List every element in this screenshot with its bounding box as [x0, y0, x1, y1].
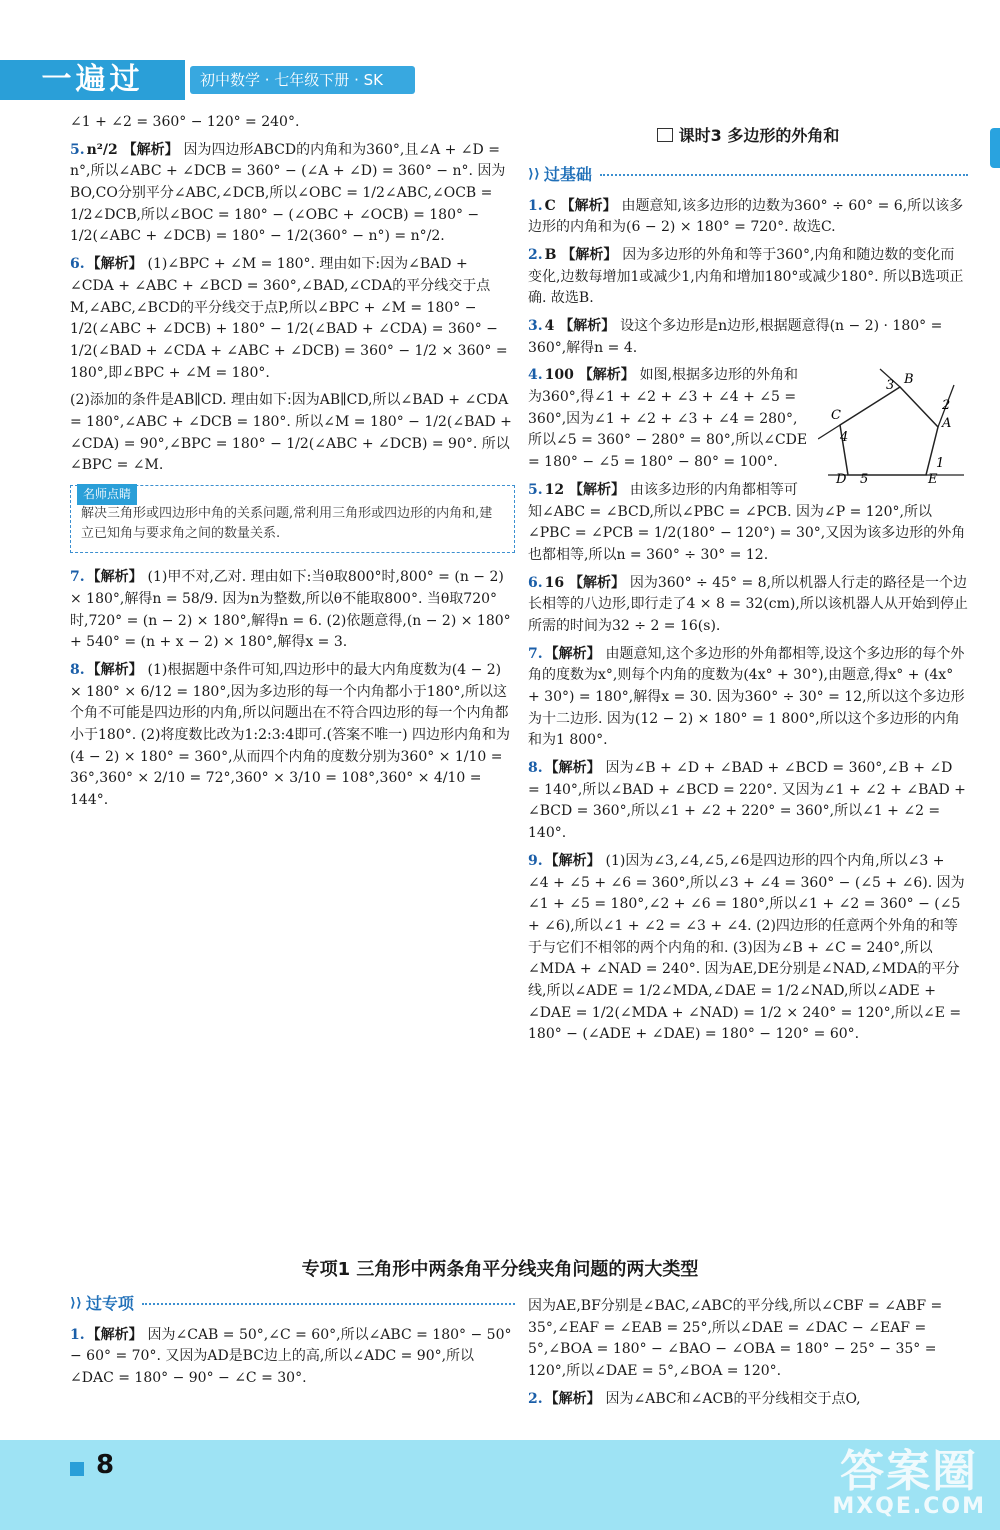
answer-tag: 16 【解析】 [544, 574, 630, 591]
section-header-topic [70, 1292, 515, 1317]
answer-number: 8. [70, 662, 85, 679]
answer-text: 因为多边形的外角和等于360°,内角和随边数的变化而变化,边数每增加1或减少1,内角和增加180°或减少180°. 所以B选项正确. 故选B. [528, 246, 964, 307]
answer-tag: 【解析】 [544, 760, 606, 777]
lesson-title-text: 课时3 多边形的外角和 [678, 126, 840, 145]
answer-text: 设这个多边形是n边形,根据题意得(n − 2) · 180° = 360°,解得n = 4. [528, 318, 943, 356]
page-number: 8 [96, 1450, 115, 1480]
answer-tag: 12 【解析】 [544, 481, 630, 498]
answer-text: 如图,根据多边形的外角和为360°,得∠1 + ∠2 + ∠3 + ∠4 + ∠5 = 360°,因为∠1 + ∠2 + ∠3 + ∠4 = 280°,所以∠5 = 360° − 280° = 80°,所以∠CDE = 180° − ∠5 = 180° − 80° = 100°. [528, 367, 808, 471]
answer-number: 7. [528, 645, 543, 662]
answer-item [528, 245, 968, 310]
answer-tag: 【解析】 [86, 1326, 148, 1343]
answer-text: (2)添加的条件是AB∥CD. 理由如下:因为AB∥CD,所以∠BAD + ∠CDA = 180°,∠ABC + ∠DCB = 180°. 所以∠M = 180° − 1/2(∠BAD + ∠CDA) = 90°,∠BPC = 180° − 1/2(∠ABC + ∠DCB) = 90°. 所以∠BPC = ∠M. [70, 392, 512, 474]
watermark [832, 1446, 986, 1519]
diagram-label: C [831, 408, 841, 424]
answer-item [528, 196, 968, 239]
answer-number: 3. [528, 318, 543, 335]
answer-number: 2. [528, 246, 543, 263]
answer-text: (1)∠BPC + ∠M = 180°. 理由如下:因为∠BAD + ∠CDA + ∠ABC + ∠BCD = 360°,∠BAD,∠CDA的平分线交于点M,∠ABC,∠BCD的平分线交于点P,所以∠BPC + ∠M = 180° − 1/2(∠ABC + ∠DCB) + 180° − 1/2(∠BAD + ∠CDA) = 360° − 1/2(∠BAD + ∠CDA + ∠ABC + ∠DCB) = 360° − 1/2 × 360° = 180°,即∠BPC + ∠M = 180°. [70, 256, 508, 381]
bottom-right-column [528, 1296, 968, 1416]
answer-tag: 【解析】 [86, 662, 148, 679]
answer-text: (1)根据题中条件可知,四边形中的最大内角度数为(4 − 2) × 180° × 6/12 = 180°,因为多边形的每一个内角都小于180°,所以这个角不可能是四边形的内角,所以问题出在不符合四边形的每一个内角都小于180°. (2)将度数比改为1:2:3:4即可.(答案不唯一) 四边形内角和为(4 − 2) × 180° = 360°,从而四个内角的度数分别为360° × 1/10 = 36°,360° × 2/10 = 72°,360° × 3/10 = 108°,360° × 4/10 = 144°. [70, 662, 511, 809]
answer-item [70, 390, 515, 477]
left-answer-list [70, 112, 515, 477]
side-tab-marker [990, 128, 1000, 168]
answer-number: 8. [528, 760, 543, 777]
answer-text: 因为∠CAB = 50°,∠C = 60°,所以∠ABC = 180° − 50° − 60° = 70°. 又因为AD是BC边上的高,所以∠ADC = 90°,所以∠DAC = 180° − 90° − ∠C = 30°. [70, 1326, 512, 1387]
left-answer-list-2 [70, 567, 515, 812]
answer-text: 由题意知,该多边形的边数为360° ÷ 60° = 6,所以该多边形的内角和为(6 − 2) × 180° = 720°. 故选C. [528, 197, 964, 236]
left-column [70, 112, 515, 818]
answer-number: 5. [528, 481, 543, 498]
answer-text: 由该多边形的内角都相等可知∠ABC = ∠BCD,所以∠PBC = ∠PCB. 因为∠P = 120°,所以∠PBC = ∠PCB = 1/2(180° − 120°) = 30°,又因为该多边形的外角也都相等,所以n = 360° ÷ 30° = 12. [528, 481, 966, 563]
answer-tag: 【解析】 [544, 852, 606, 869]
answer-text: (1)因为∠3,∠4,∠5,∠6是四边形的四个内角,所以∠3 + ∠4 + ∠5 + ∠6 = 360°,所以∠3 + ∠4 = 360° − (∠5 + ∠6). 因为∠1 + ∠5 = 180°,∠2 + ∠6 = 180°,所以∠1 + ∠2 = 360° − (∠5 + ∠6),所以∠1 + ∠2 = ∠3 + ∠4. (2)四边形的任意两个外角的和等于与它们不相邻的两个内角的和. (3)因为∠B + ∠C = 240°,所以∠MDA + ∠NAD = 240°. 因为AE,DE分别是∠NAD,∠MDA的平分线,所以∠ADE = 1/2∠MDA,∠DAE = 1/2∠NAD,所以∠ADE + ∠DAE = 1/2(∠MDA + ∠NAD) = 1/2 × 240° = 120°,所以∠E = 180° − (∠ADE + ∠DAE) = 180° − 120° = 60°. [528, 852, 965, 1043]
topic-title: 专项1 三角形中两条角平分线夹角问题的两大类型 [301, 1259, 699, 1280]
answer-item [528, 480, 968, 567]
answer-text: 因为AE,BF分别是∠BAC,∠ABC的平分线,所以∠CBF = ∠ABF = 35°,∠EAF = ∠EAB = 25°,所以∠DAE = ∠DAC − ∠EAF = 5°,∠BOA = 180° − ∠BAO − ∠OBA = 180° − 25° − 35° = 120°,所以∠DAE = 5°,∠BOA = 120°. [528, 1298, 943, 1380]
answer-item [528, 758, 968, 845]
answer-tag: 【解析】 [544, 645, 606, 662]
diagram-label: 5 [860, 472, 869, 486]
answer-text: (1)甲不对,乙对. 理由如下:当θ取800°时,800° = (n − 2) × 180°,解得n = 58/9. 因为n为整数,所以θ不能取800°. 当θ取720°时,720° = (n − 2) × 180°,解得n = 6. (2)依题意得,(n − 2) × 180° + 540° = (n + x − 2) × 180°,解得x = 3. [70, 569, 511, 651]
answer-item [70, 254, 515, 384]
answer-item [70, 660, 515, 812]
section-title-topic: 过专项 [85, 1294, 134, 1313]
page-header [0, 0, 1000, 108]
answer-text: 因为360° ÷ 45° = 8,所以机器人行走的路径是一个边长相等的八边形,即行走了4 × 8 = 32(cm),所以该机器人从开始到停止所需的时间为32 ÷ 2 = 16(s). [528, 574, 968, 634]
diagram-label: 2 [942, 398, 951, 414]
arrow-marks-icon: ⟩⟩ [528, 167, 540, 183]
section-divider [600, 174, 968, 176]
answer-tag: 【解析】 [86, 256, 148, 273]
bottom-left-answer-list [70, 1325, 515, 1390]
diagram-label: 1 [936, 456, 945, 472]
answer-number: 5. [70, 141, 85, 158]
section-header-basic [528, 163, 968, 188]
answer-tag: n²/2 【解析】 [86, 141, 184, 158]
pentagon-diagram [818, 365, 968, 485]
answer-item [70, 567, 515, 654]
answer-item [528, 1296, 968, 1383]
answer-number: 1. [70, 1326, 85, 1343]
section-divider [142, 1303, 515, 1305]
answer-number: 6. [528, 574, 543, 591]
answer-item [70, 112, 515, 134]
answer-text: ∠1 + ∠2 = 360° − 120° = 240°. [70, 114, 300, 130]
answer-item [528, 1389, 968, 1411]
answer-item [528, 316, 968, 359]
answer-tag: 【解析】 [86, 569, 148, 586]
series-label: 初中数学 · 七年级下册 · SK [190, 66, 415, 94]
tip-box [70, 485, 515, 553]
answer-text: 因为∠B + ∠D + ∠BAD + ∠BCD = 360°,∠B + ∠D = 140°,所以∠BAD + ∠BCD = 220°. 又因为∠1 + ∠2 + ∠BAD + ∠BCD = 360°,所以∠1 + ∠2 + 220° = 360°,所以∠1 + ∠2 = 140°. [528, 760, 966, 842]
diagram-label: 3 [886, 378, 895, 394]
right-answer-list [528, 196, 968, 1046]
answer-text: 由题意知,这个多边形的外角都相等,设这个多边形的每个外角的度数为x°,则每个内角的度数为(4x° + 30°),由题意,得x° + (4x° + 30°) = 180°,解得x = 30. 因为360° ÷ 30° = 12,所以这个多边形为十二边形. 因为(12 − 2) × 180° = 1 800°,所以这个多边形的内角和为1 800°. [528, 645, 965, 749]
page-marker-icon [70, 1462, 84, 1476]
lesson-title [528, 124, 968, 149]
diagram-label: B [904, 372, 914, 388]
answer-tag: 4 【解析】 [544, 318, 621, 335]
checkbox-icon [657, 128, 673, 142]
brand-logo: 一遍过 [0, 60, 185, 100]
answer-number: 4. [528, 367, 543, 384]
answer-tag: B 【解析】 [544, 246, 623, 263]
bottom-left-column [70, 1292, 515, 1396]
answer-tag: 100 【解析】 [544, 367, 640, 384]
diagram-label: D [836, 472, 847, 486]
answer-item [70, 140, 515, 248]
answer-text: 因为∠ABC和∠ACB的平分线相交于点O, [605, 1390, 861, 1407]
right-column [528, 124, 968, 1052]
tip-text: 解决三角形或四边形中角的关系问题,常利用三角形或四边形的内角和,建立已知角与要求角之间的数量关系. [81, 506, 493, 542]
answer-number: 9. [528, 852, 543, 869]
diagram-label: A [942, 416, 952, 432]
answer-text: 因为四边形ABCD的内角和为360°,且∠A + ∠D = n°,所以∠ABC + ∠DCB = 360° − (∠A + ∠D) = 360° − n°. 因为BO,CO分别平分∠ABC,∠DCB,所以∠OBC = 1/2∠ABC,∠OCB = 1/2∠DCB,所以∠BOC = 180° − (∠OBC + ∠OCB) = 180° − 1/2(∠ABC + ∠DCB) = 180° − 1/2(360° − n°) = n°/2. [70, 141, 506, 245]
answer-number: 2. [528, 1390, 543, 1407]
diagram-label: E [928, 472, 938, 486]
bottom-right-answer-list [528, 1296, 968, 1410]
extension-line [818, 425, 840, 439]
arrow-marks-icon: ⟩⟩ [70, 1296, 82, 1312]
answer-tag: 【解析】 [544, 1390, 606, 1407]
answer-tag: C 【解析】 [544, 197, 622, 214]
section-title-basic: 过基础 [543, 164, 592, 184]
answer-item [528, 573, 968, 638]
answer-item [528, 365, 968, 486]
answer-number: 6. [70, 256, 85, 273]
tip-title: 名师点睛 [77, 484, 137, 505]
answer-number: 1. [528, 197, 543, 214]
answer-item [528, 644, 968, 752]
answer-item [528, 851, 968, 1046]
answer-item [70, 1325, 515, 1390]
pentagon-shape [840, 387, 938, 475]
diagram-label: 4 [840, 430, 849, 446]
watermark-line2: MXQE.COM [832, 1494, 986, 1519]
watermark-line1: 答案圈 [840, 1446, 979, 1497]
answer-number: 7. [70, 569, 85, 586]
